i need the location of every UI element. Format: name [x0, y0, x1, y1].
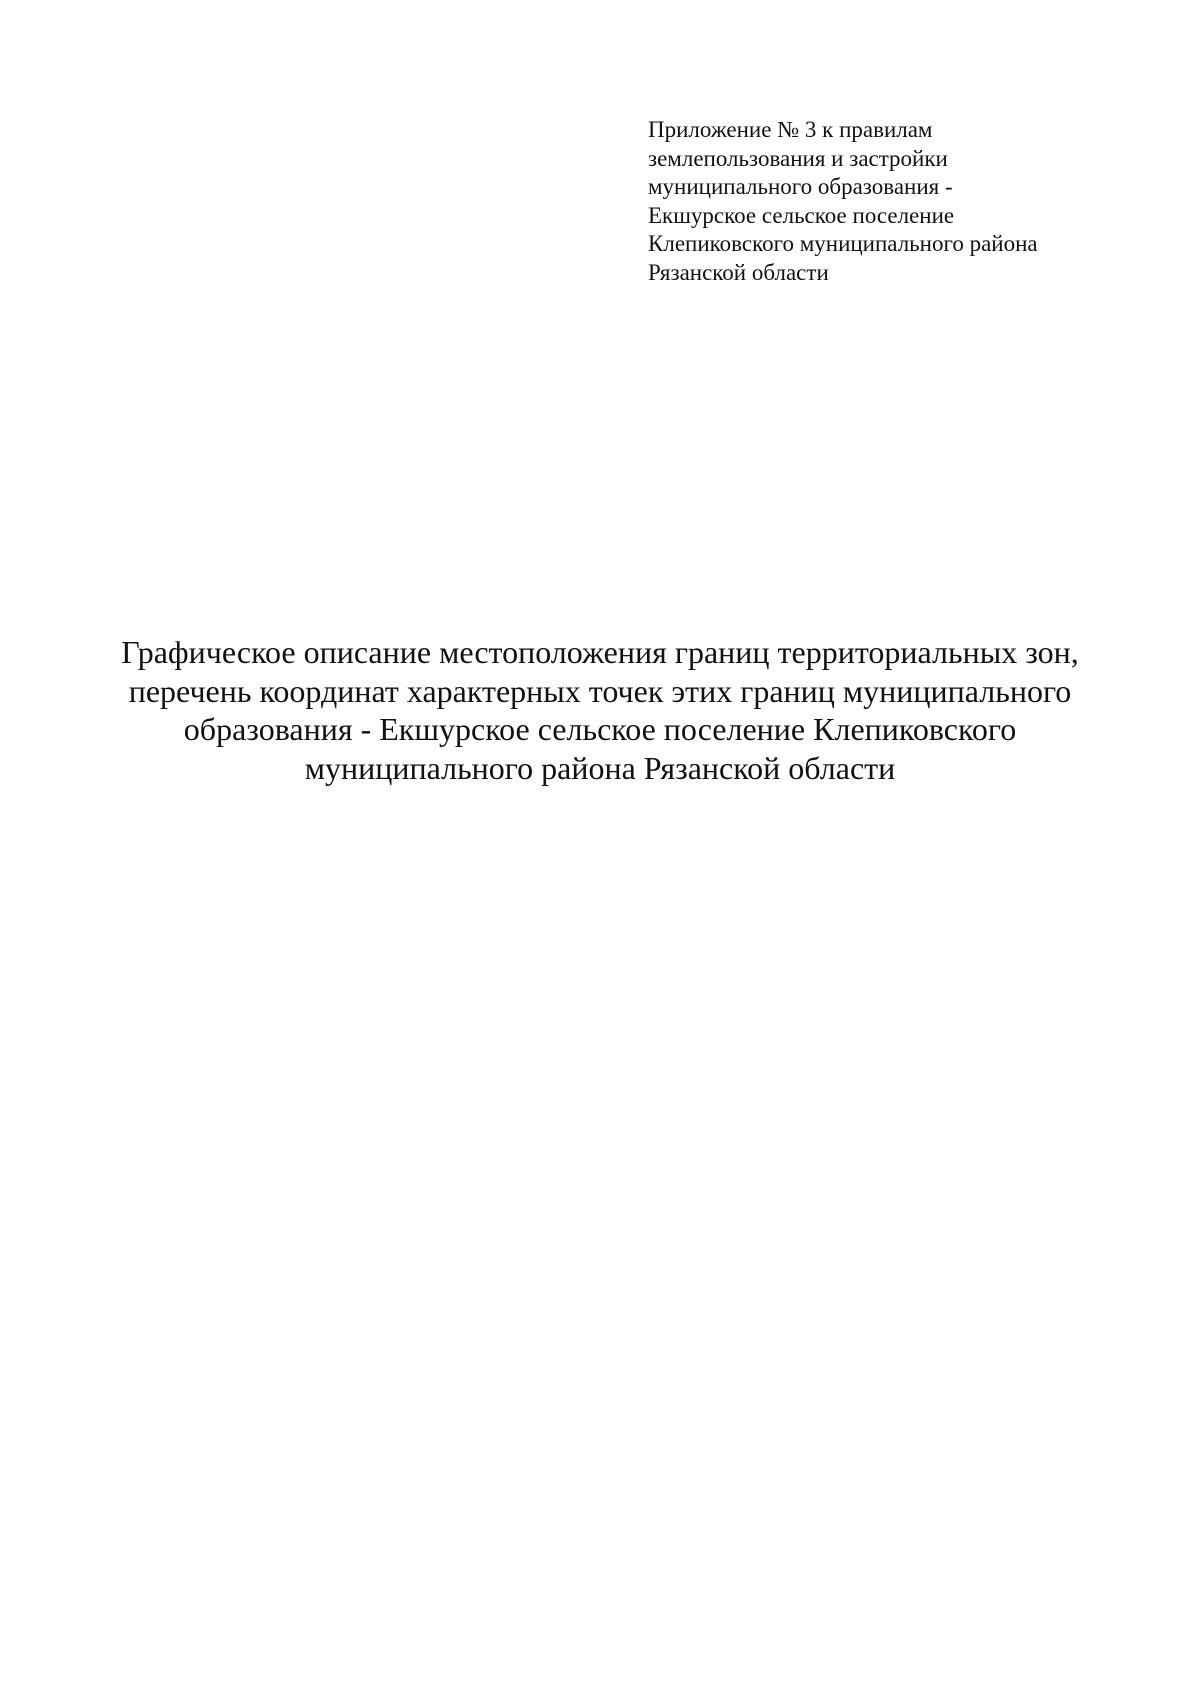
appendix-note-line: землепользования и застройки — [648, 145, 948, 171]
appendix-note-line: муниципального образования - — [648, 174, 953, 200]
document-title-line: перечень координат характерных точек этих границ муниципального — [128, 672, 1072, 709]
appendix-note-line: Приложение № 3 к правилам — [648, 117, 933, 142]
document-title-line: Графическое описание местоположения границ территориальных зон, — [121, 634, 1079, 670]
appendix-note-line: Екшурское сельское поселение — [648, 202, 955, 228]
appendix-note-line: Рязанской области — [648, 259, 829, 285]
document-title — [100, 633, 1100, 787]
appendix-note-line: Клепиковского муниципального района — [648, 231, 1038, 257]
document-title-line: муниципального района Рязанской области — [304, 749, 896, 786]
document-title-line: образования - Екшурское сельское поселение Клепиковского — [183, 711, 1017, 747]
appendix-note — [648, 116, 1118, 288]
